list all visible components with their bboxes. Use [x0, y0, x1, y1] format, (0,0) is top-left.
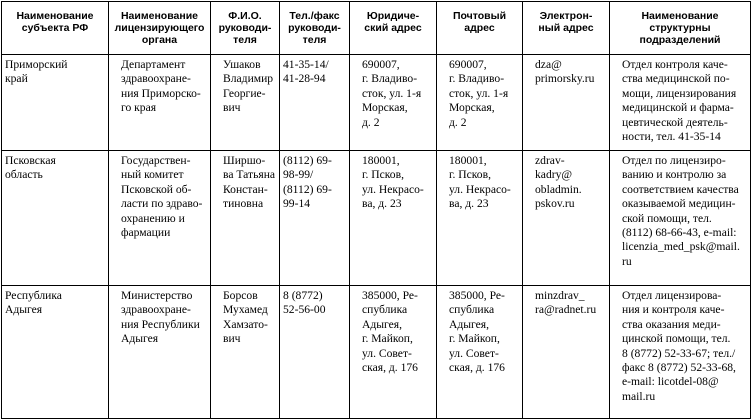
- cell-head: Ширшо- ва Татьяна Констан- тиновна: [211, 151, 280, 286]
- table-row: [2, 151, 751, 286]
- header-legal-address: Юридиче- ский адрес: [350, 2, 437, 55]
- cell-divisions: Отдел лицензирова- ния и контроля каче- ства оказания меди- цинской помощи, тел. 8 (8772) 52-33-67; тел./ факс 8 (8772) 52-33-68, e-mail: licotdel-08@ mail.ru: [610, 286, 751, 419]
- cell-phone: 41-35-14/ 41-28-94: [280, 55, 350, 151]
- table-header-row: [2, 2, 751, 55]
- header-phone: Тел./факс руководи- теля: [280, 2, 350, 55]
- cell-authority: Министерство здравоохране- ния Республики Адыгея: [109, 286, 211, 419]
- header-postal-address: Почтовый адрес: [437, 2, 523, 55]
- cell-head: Борсов Мухамед Хамзато- вич: [211, 286, 280, 419]
- cell-head: Ушаков Владимир Георгие- вич: [211, 55, 280, 151]
- cell-email: zdrav- kadry@ obladmin. pskov.ru: [523, 151, 610, 286]
- header-subject: Наименование субъекта РФ: [2, 2, 109, 55]
- cell-legal-address: 690007, г. Владиво- сток, ул. 1-я Морская, д. 2: [350, 55, 437, 151]
- cell-subject: Республика Адыгея: [2, 286, 109, 419]
- cell-postal-address: 385000, Ре- спублика Адыгея, г. Майкоп, ул. Совет- ская, д. 176: [437, 286, 523, 419]
- licensing-authorities-table: [1, 1, 751, 419]
- header-head: Ф.И.О. руководи- теля: [211, 2, 280, 55]
- cell-divisions: Отдел по лицензиро- ванию и контролю за соответствием качества оказываемой медицин- ской помощи, тел. (8112) 68-66-43, e-mail: licenzia_med_psk@mail. ru: [610, 151, 751, 286]
- cell-subject: Псковская область: [2, 151, 109, 286]
- header-email: Электрон- ный адрес: [523, 2, 610, 55]
- header-authority: Наименование лицензирующего органа: [109, 2, 211, 55]
- cell-authority: Государствен- ный комитет Псковской об- ласти по здраво- охранению и фармации: [109, 151, 211, 286]
- table-row: [2, 55, 751, 151]
- cell-postal-address: 180001, г. Псков, ул. Некрасо- ва, д. 23: [437, 151, 523, 286]
- cell-legal-address: 385000, Ре- спублика Адыгея, г. Майкоп, ул. Совет- ская, д. 176: [350, 286, 437, 419]
- cell-email: dza@ primorsky.ru: [523, 55, 610, 151]
- table-row: [2, 286, 751, 419]
- cell-email: minzdrav_ ra@radnet.ru: [523, 286, 610, 419]
- cell-divisions: Отдел контроля каче- ства медицинской по- мощи, лицензирования медицинской и фарма- цевтической деятель- ности, тел. 41-35-14: [610, 55, 751, 151]
- cell-phone: 8 (8772) 52-56-00: [280, 286, 350, 419]
- cell-subject: Приморский край: [2, 55, 109, 151]
- cell-phone: (8112) 69- 98-99/ (8112) 69- 99-14: [280, 151, 350, 286]
- cell-authority: Департамент здравоохране- ния Приморско- го края: [109, 55, 211, 151]
- header-divisions: Наименование структурны подразделений: [610, 2, 751, 55]
- cell-postal-address: 690007, г. Владиво- сток, ул. 1-я Морская, д. 2: [437, 55, 523, 151]
- cell-legal-address: 180001, г. Псков, ул. Некрасо- ва, д. 23: [350, 151, 437, 286]
